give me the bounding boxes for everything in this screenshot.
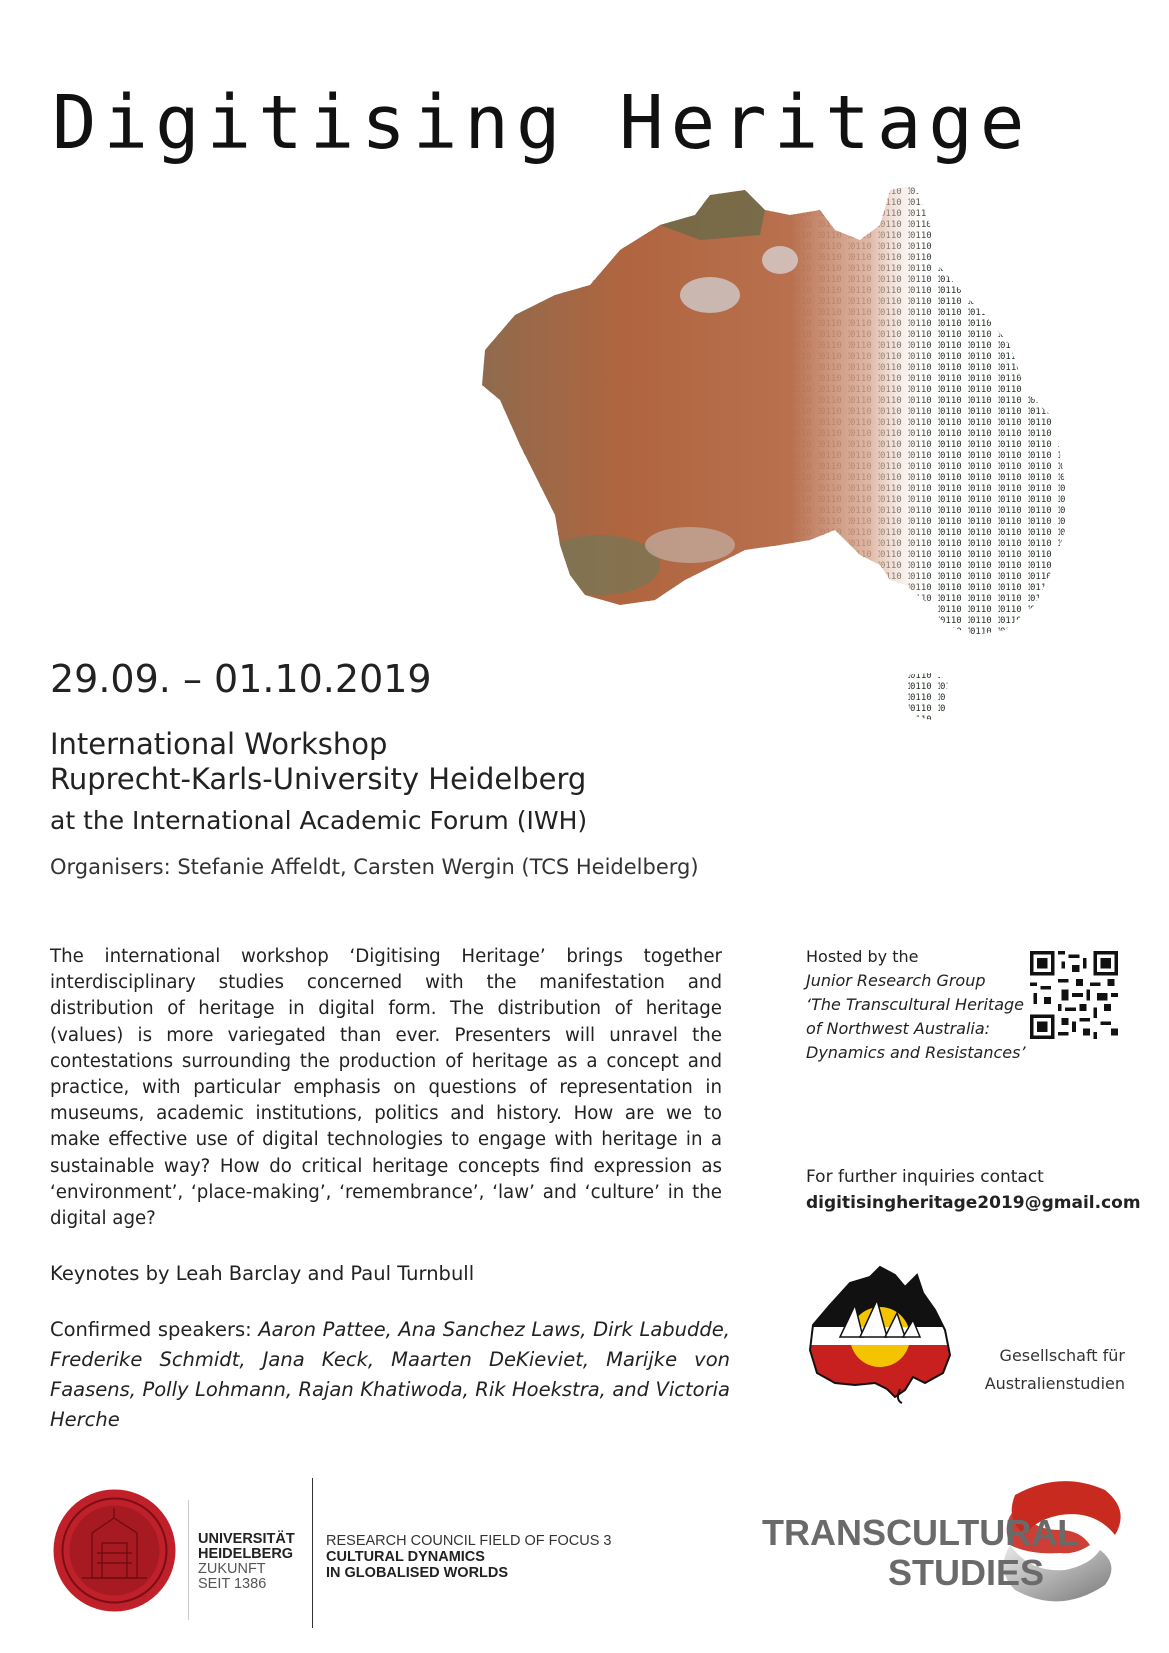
workshop-venue: at the International Academic Forum (IWH) [50,806,588,835]
gfa-name [975,1342,1125,1398]
speakers-names: Aaron Pattee, Ana Sanchez Laws, Dirk Labudde, Frederike Schmidt, Jana Keck, Maarten DeKieviet, Marijke von Faasens, Polly Lohmann, Rajan Khatiwoda, Rik Hoekstra, [50,1318,730,1401]
workshop-type: International Workshop [50,727,388,761]
workshop-university: Ruprecht-Karls-University Heidelberg [50,762,587,796]
uni-line-3: ZUKUNFT [198,1561,266,1577]
contact-email[interactable]: digitisingheritage2019@gmail.com [806,1193,1141,1213]
inquiries [806,1164,1141,1216]
logo-divider-2 [312,1478,313,1628]
transcultural-studies-logo [760,1475,1130,1610]
ts-line-2: STUDIES [888,1552,1045,1593]
australia-map-illustration [460,185,1120,745]
page-title: Digitising Heritage [52,80,1032,166]
speakers-and: and [612,1378,650,1401]
event-date: 29.09. – 01.10.2019 [50,657,432,701]
speakers-label: Confirmed speakers: [50,1318,252,1341]
hosted-line-3: of Northwest Australia: [806,1019,991,1038]
workshop-description: The international workshop ‘Digitising Heritage’ brings together interdisciplinary studies concerned with the manifestation and distribution of heritage in digital form. The distribution of heritage (values) is more variegated than ever. Presenters will unravel the contestations surrounding the production of heritage as a concept and practice, with particular emphasis on questions of representation in museums, academic institutions, politics and history. How are we to make effective use of digital technologies to engage with heritage in a sustainable way? How do critical heritage concepts find expression as ‘environment’, ‘place-making’, ‘remembrance’, ‘law’ and ‘culture’ in the digital age? [50,946,722,1230]
ts-line-1: TRANSCULTURAL [762,1512,1080,1553]
gfa-line-2: Australienstudien [984,1374,1125,1393]
logo-divider-1 [188,1500,189,1620]
uni-line-2: HEIDELBERG [198,1546,294,1562]
rc-line-3: IN GLOBALISED WORLDS [326,1565,509,1581]
uni-line-1: UNIVERSITÄT [198,1531,295,1547]
hosted-line-1: Junior Research Group [806,971,986,990]
research-council [326,1533,611,1581]
organisers: Organisers: Stefanie Affeldt, Carsten Wergin (TCS Heidelberg) [50,855,699,879]
keynotes: Keynotes by Leah Barclay and Paul Turnbull [50,1262,475,1285]
gfa-logo [805,1265,955,1405]
university-heidelberg-logo [198,1532,295,1592]
hosted-intro: Hosted by the [806,947,919,966]
rc-line-2: CULTURAL DYNAMICS [326,1549,485,1565]
hosted-line-4: Dynamics and Resistances’ [806,1043,1026,1062]
inquiries-label: For further inquiries contact [806,1167,1044,1187]
heidelberg-seal [52,1488,177,1613]
confirmed-speakers [50,1315,730,1435]
gfa-line-1: Gesellschaft für [999,1346,1125,1365]
hosted-by [806,945,1026,1065]
uni-line-4: SEIT 1386 [198,1576,267,1592]
hosted-line-2: ‘The Transcultural Heritage [806,995,1025,1014]
qr-code[interactable] [1030,951,1118,1039]
speakers-last: Victoria Herche [50,1378,730,1431]
rc-line-1: RESEARCH COUNCIL FIELD OF FOCUS 3 [326,1533,612,1549]
